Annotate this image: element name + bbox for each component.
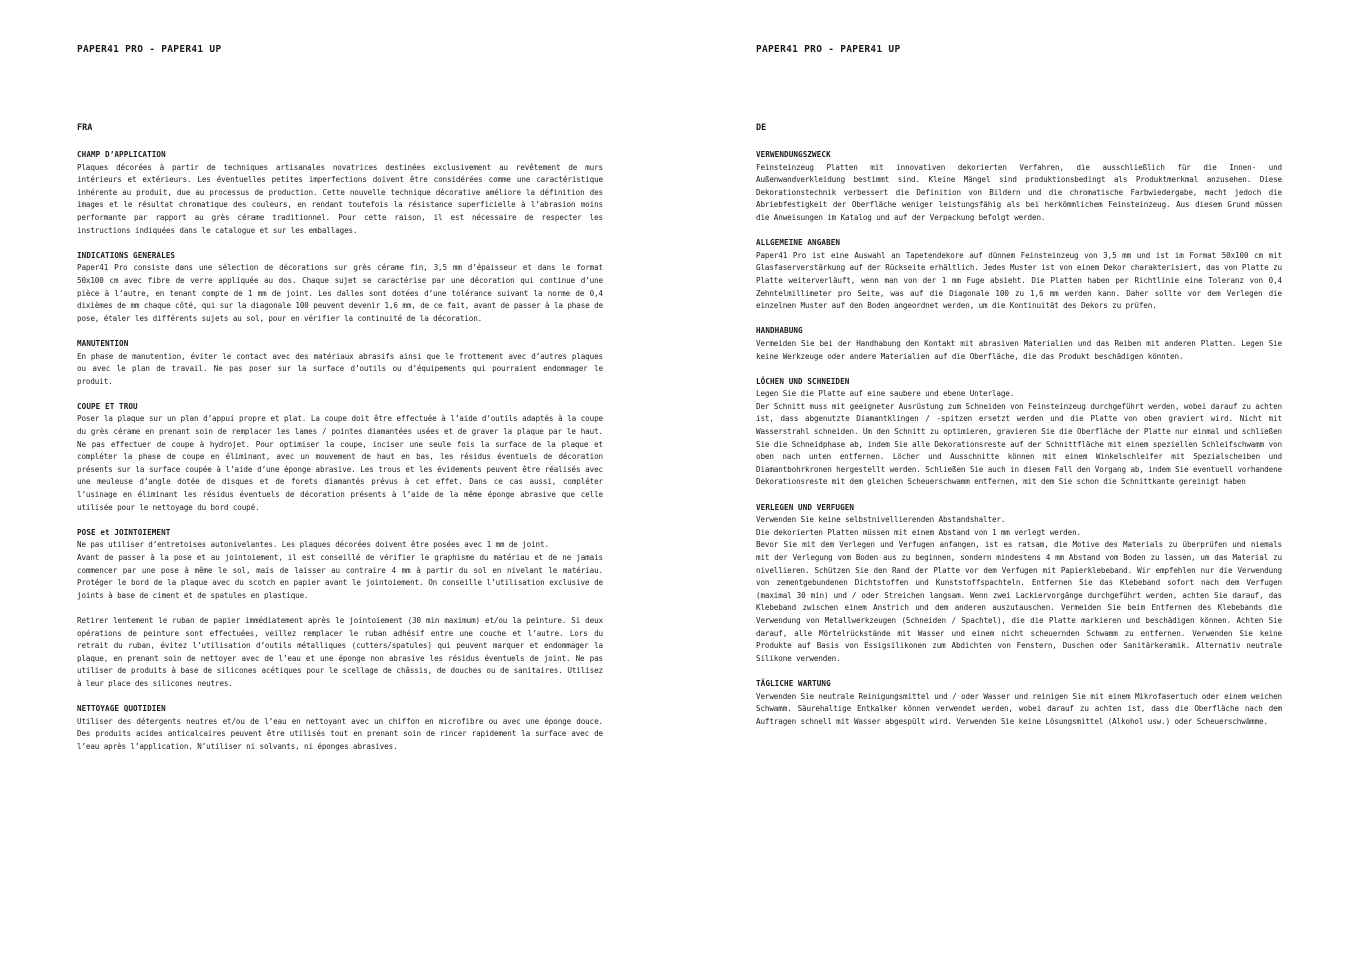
section-paragraph: Avant de passer à la pose et au jointoiement, il est conseillé de vérifier le graphisme du matériau et de ne jamais commencer par une pose à même le sol, mais de laisser au contraire 4 mm à partir du sol en nivelant le matériau. Protéger le bord de la plaque avec du scotch en papier avant le jointoiement. On conseille l’utilisation exclusive de joints à base de ciment et de spatules en plastique. [77, 553, 603, 600]
section-allgemeine-angaben [756, 237, 1282, 313]
section-title: VERLEGEN UND VERFUGEN [756, 502, 855, 512]
section-paragraph: Vermeiden Sie bei der Handhabung den Kontakt mit abrasiven Materialien und das Reiben mit anderen Platten. Legen Sie keine Werkzeuge oder andere Materialien auf die Oberfläche, die das Produkt beschädigen könnten. [756, 338, 1282, 361]
section-paragraph: Bevor Sie mit dem Verlegen und Verfugen anfangen, ist es ratsam, die Motive des Materials zu überprüfen und niemals mit der Verlegung vom Boden aus zu beginnen, sondern mindestens 4 mm Abstand vom Boden zu lassen, um das Material zu nivellieren. Schützen Sie den Rand der Platte vor dem Verfugen mit Papierklebeband. Wir empfehlen nur die Verwendung von zementgebundenen Dichtstoffen und Kunststoffspachteln. Entfernen Sie das Klebeband sofort nach dem Verfugen (maximal 30 min) und / oder Streichen langsam. Wenn zwei Lackiervorgänge durchgeführt werden, achten Sie darauf, das Klebeband zwischen einem Anstrich und dem anderen auszutauschen. Vermeiden Sie beim Entfernen des Klebebands die Verwendung von Metallwerkzeugen (Schneiden / Spachtel), die die Platte markieren und beschädigen können. Achten Sie darauf, alle Mörtelrückstände mit Wasser und einem nicht scheuernden Schwamm zu entfernen. Verwenden Sie keine Produkte auf Basis von Essigsilikonen zum Abdichten von Fenstern, Duschen oder Sanitärkeramik. Alternativ neutrale Silikone verwenden. [756, 540, 1282, 663]
section-title: LÖCHEN UND SCHNEIDEN [756, 376, 850, 386]
language-label: FRA [77, 123, 93, 133]
section-title: VERWENDUNGSZWECK [756, 150, 831, 159]
section-handhabung [756, 325, 1282, 363]
sections-container [77, 149, 603, 766]
section-champ-application [77, 149, 603, 237]
section-paragraph: Der Schnitt muss mit geeigneter Ausrüstung zum Schneiden von Feinsteinzeug durchgeführt werden, wobei darauf zu achten ist, dass abgenutzte Diamantklingen / -spitzen ersetzt werden und die Platte von oben graviert wird. Nicht mit Wasserstrahl schneiden. Um den Schnitt zu optimieren, gravieren Sie die Oberfläche der Platte nur einmal und schließen Sie die Schneidphase ab, indem Sie alle Dekorationsreste auf der Schnittfläche mit einem speziellen Schleifschwamm von oben nach unten entfernen. Löcher und Ausschnitte können mit einem Winkelschleifer mit Spezialscheiben und Diamantbohrkronen hergestellt werden. Schließen Sie auch in diesem Fall den Vorgang ab, indem Sie eventuell vorhandene Dekorationsreste mit dem gleichen Scheuerschwamm entfernen, mit dem Sie schon die Schnittkante gereinigt haben [756, 401, 1282, 487]
section-loechen-und-schneiden [756, 376, 1282, 489]
section-manutention [77, 338, 603, 388]
section-paragraph: Paper41 Pro consiste dans une sélection de décorations sur grès cérame fin, 3,5 mm d’épaisseur et dans le format 50x100 cm avec fibre de verre appliquée au dos. Chaque sujet se caractérise par une décoration qui continue d’une pièce à l’autre, en tenant compte de 1 mm de joint. Les dalles sont dotées d’une tolérance suivant la norme de 0,4 dixièmes de mm chaque côté, qui sur la diagonale 100 peuvent devenir 1,6 mm, de ce fait, avant de passer à la phase de pose, étaler les différents sujets au sol, pour en vérifier la continuité de la décoration. [77, 263, 603, 323]
section-title: ALLGEMEINE ANGABEN [756, 238, 841, 248]
section-paragraph: Legen Sie die Platte auf eine saubere und ebene Unterlage. [756, 389, 1015, 399]
section-taegliche-wartung [756, 678, 1282, 728]
section-title: MANUTENTION [77, 338, 129, 348]
section-title: HANDHABUNG [756, 326, 803, 336]
section-pose-et-jointoiement [77, 527, 603, 691]
section-title: COUPE ET TROU [77, 401, 138, 411]
section-indications-generales [77, 250, 603, 326]
section-title: CHAMP D’APPLICATION [77, 150, 166, 159]
section-verwendungszweck [756, 149, 1282, 225]
section-nettoyage-quotidien [77, 703, 603, 753]
section-paragraph: Paper41 Pro ist eine Auswahl an Tapetendekore auf dünnem Feinsteinzeug von 3,5 mm und ist im Format 50x100 cm mit Glasfaserverstärkung auf der Rückseite erhältlich. Jedes Muster ist von einem Dekor charakterisiert, das von Platte zu Platte weiterverläuft, wenn man von der 1 mm Fuge absieht. Die Platten haben per Richtlinie eine Toleranz von 0,4 Zehntelmillimeter pro Seite, was auf die Diagonale 100 zu 1,6 mm werden kann. Daher sollte vor dem Verlegen die einzelnen Muster auf den Boden angeordnet werden, um die Kontinuität des Dekors zu prüfen. [756, 250, 1282, 311]
sections-container [756, 149, 1282, 741]
section-paragraph: En phase de manutention, éviter le contact avec des matériaux abrasifs ainsi que le frottement avec d’autres plaques ou avec le plan de travail. Ne pas poser sur la surface d’outils ou d’équipements qui pourraient endommager le produit. [77, 351, 603, 386]
section-paragraph: Feinsteinzeug Platten mit innovativen dekorierten Verfahren, die ausschließlich für die Innen- und Außenwandverkleidung bestimmt sind. Kleine Mängel sind produktionsbedingt als Produktmerkmal anzusehen. Diese Dekorationstechnik verbessert die Definition von Bildern und die chromatische Farbwiedergabe, macht jedoch die Abriebfestigkeit der Oberfläche weniger leistungsfähig als bei herkömmlichem Feinsteinzeug. Aus diesem Grund müssen die Anweisungen im Katalog und auf der Verpackung befolgt werden. [756, 162, 1282, 222]
document-header: PAPER41 PRO - PAPER41 UP [756, 44, 901, 55]
section-title: INDICATIONS GENERALES [77, 250, 176, 260]
section-paragraph: Die dekorierten Platten müssen mit einem Abstand von 1 mm verlegt werden. [756, 527, 1081, 537]
document-header: PAPER41 PRO - PAPER41 UP [77, 44, 222, 55]
section-title: POSE et JOINTOIEMENT [77, 527, 171, 537]
section-paragraph: Ne pas utiliser d’entretoises autonivelantes. Les plaques décorées doivent être posées avec 1 mm de joint. [77, 540, 549, 550]
language-label: DE [756, 123, 767, 133]
section-coupe-et-trou [77, 401, 603, 514]
section-paragraph: Verwenden Sie neutrale Reinigungsmittel und / oder Wasser und reinigen Sie mit einem Mikrofasertuch oder einem weichen Schwamm. Säurehaltige Entkalker können verwendet werden, wobei darauf zu achten ist, dass die Oberfläche nach dem Auftragen schnell mit Wasser abgespült wird. Verwenden Sie keine Lösungsmittel (Alkohol usw.) oder Scheuerschwämme. [756, 691, 1282, 726]
section-title: TÄGLICHE WARTUNG [756, 678, 831, 688]
section-paragraph: Plaques décorées à partir de techniques artisanales novatrices destinées exclusivement au revêtement de murs intérieurs et extérieurs. Les éventuelles petites imperfections doivent être considérées comme une caractéristique inhérente au produit, due au processus de production. Cette nouvelle technique décorative améliore la définition des images et le résultat chromatique des couleurs, en rendant toutefois la résistance superficielle à l’abrasion moins performante par rapport au grès cérame traditionnel. Pour cette raison, il est nécessaire de respecter les instructions indiquées dans le catalogue et sur les emballages. [77, 162, 603, 235]
section-title: NETTOYAGE QUOTIDIEN [77, 704, 166, 714]
section-paragraph: Verwenden Sie keine selbstnivellierenden Abstandshalter. [756, 515, 1006, 525]
section-verlegen-und-verfugen [756, 502, 1282, 666]
section-paragraph: Retirer lentement le ruban de papier immédiatement après le jointoiement (30 min maximum) et/ou la peinture. Si deux opérations de peinture sont effectuées, veillez remplacer le ruban adhésif entre une couche et l’autre. Lors du retrait du ruban, évitez l’utilisation d’outils métalliques (cutters/spatules) qui peuvent marquer et endommager la plaque, en prenant soin de nettoyer avec de l’eau et une éponge non abrasive les résidus éventuels de joint. Ne pas utiliser de produits à base de silicones acétiques pour le scellage de châssis, de douches ou de sanitaires. Utilisez à leur place des silicones neutres. [77, 615, 603, 688]
section-paragraph: Utiliser des détergents neutres et/ou de l’eau en nettoyant avec un chiffon en microfibre ou avec une éponge douce. Des produits acides anticalcaires peuvent être utilisés tout en prenant soin de rincer rapidement la surface avec de l’eau après l’application. N’utiliser ni solvants, ni éponges abrasives. [77, 716, 603, 751]
section-paragraph: Poser la plaque sur un plan d’appui propre et plat. La coupe doit être effectuée à l’aide d’outils adaptés à la coupe du grès cérame en prenant soin de remplacer les lames / pointes diamantées usées et de graver la plaque par le haut. Ne pas effectuer de coupe à hydrojet. Pour optimiser la coupe, inciser une seule fois la surface de la plaque et compléter la phase de coupe en éliminant, avec un mouvement de haut en bas, les résidus éventuels de décoration présents sur la surface coupée à l’aide d’une éponge abrasive. Les trous et les évidements peuvent être réalisés avec une meuleuse d’angle dotée de disques et de forets diamantés prévus à cet effet. Dans ce cas aussi, compléter l’usinage en éliminant les résidus éventuels de décoration présents à l’aide de la même éponge abrasive que celle utilisée pour le nettoyage du bord coupé. [77, 414, 603, 512]
